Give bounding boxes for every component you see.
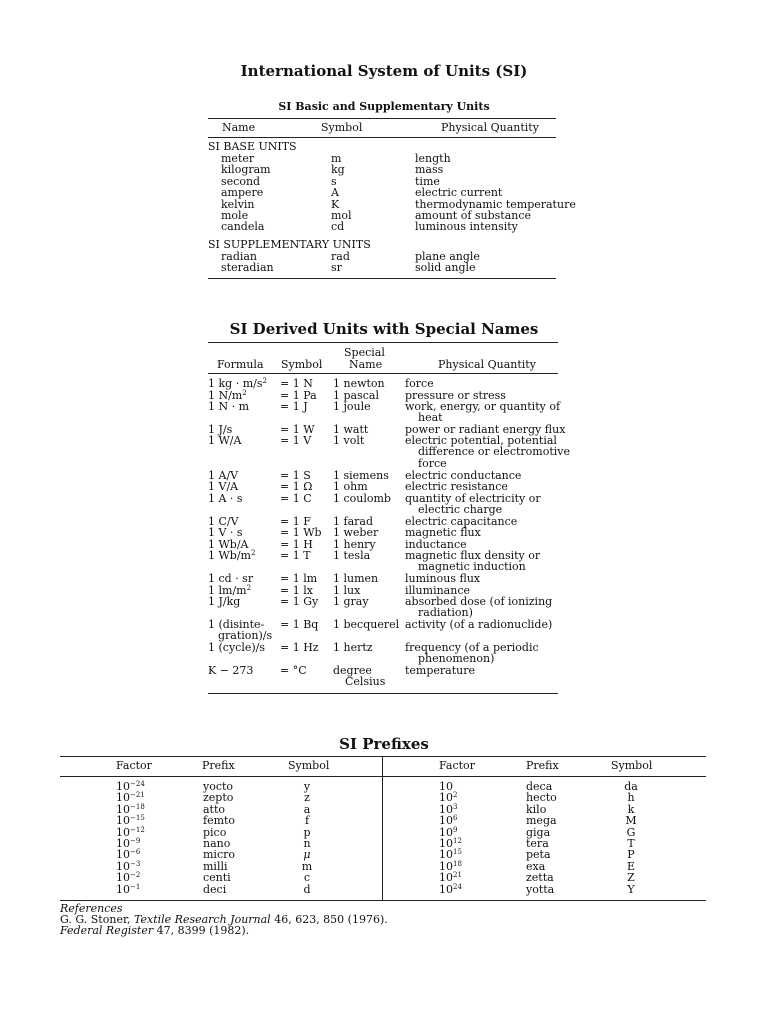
prefix-factor-small bbox=[116, 884, 140, 896]
base-unit-symbol: cd bbox=[331, 220, 345, 234]
derived-special-name: 1 volt bbox=[333, 434, 365, 447]
prefix-factor-base: 10 bbox=[439, 871, 453, 885]
supplementary-unit-quantity: solid angle bbox=[415, 261, 476, 275]
derived-formula bbox=[208, 378, 267, 390]
prefix-factor-base: 10 bbox=[439, 825, 453, 839]
base-unit-quantity: amount of substance bbox=[415, 209, 532, 222]
derived-symbol: = 1 S bbox=[280, 469, 311, 482]
base-unit-name: mole bbox=[221, 209, 249, 222]
prefix-name-large: tera bbox=[526, 837, 549, 850]
derived-physical-quantity: frequency (of a periodic bbox=[405, 641, 539, 654]
derived-special-name: 1 lumen bbox=[333, 572, 379, 585]
derived-top-rule bbox=[208, 342, 558, 343]
derived-symbol: = 1 Hz bbox=[280, 641, 319, 654]
derived-physical-quantity: quantity of electricity or bbox=[405, 492, 541, 505]
derived-formula-exponent: 2 bbox=[242, 389, 247, 397]
prefix-factor-exponent: −2 bbox=[130, 871, 141, 880]
prefix-factor-base: 10 bbox=[439, 814, 453, 828]
prefix-symbol-large: h bbox=[627, 791, 635, 805]
prefix-name-small: atto bbox=[203, 802, 226, 816]
prefix-header-symbol-right: Symbol bbox=[611, 759, 653, 772]
derived-special-name: 1 newton bbox=[333, 377, 385, 390]
prefix-factor-base: 10 bbox=[116, 825, 130, 839]
base-units-section: SI BASE UNITS bbox=[208, 140, 297, 153]
base-unit-quantity: luminous intensity bbox=[415, 220, 518, 234]
prefix-factor-base: 10 bbox=[116, 791, 130, 805]
derived-formula-text: 1 cd · sr bbox=[208, 572, 254, 585]
basic-header-symbol: Symbol bbox=[321, 121, 363, 134]
prefix-symbol-small: y bbox=[303, 780, 311, 793]
base-unit-quantity: mass bbox=[415, 163, 444, 177]
prefix-name-large: peta bbox=[526, 848, 551, 862]
derived-special-name: 1 gray bbox=[333, 595, 369, 608]
prefix-factor-base: 10 bbox=[116, 814, 130, 828]
prefix-factor-base: 10 bbox=[116, 859, 130, 873]
prefix-factor-base: 10 bbox=[116, 837, 130, 850]
prefix-header-prefix-right: Prefix bbox=[526, 759, 559, 772]
derived-formula bbox=[208, 435, 241, 447]
prefix-factor-exponent: −6 bbox=[130, 848, 141, 857]
prefix-factor-exponent: 15 bbox=[453, 848, 462, 857]
derived-formula bbox=[208, 550, 255, 562]
derived-special-name: 1 tesla bbox=[333, 549, 371, 562]
prefix-name-large: kilo bbox=[526, 802, 547, 816]
prefixes-header-rule bbox=[60, 776, 706, 777]
prefix-symbol-small: m bbox=[301, 859, 313, 873]
prefix-factor-base: 10 bbox=[439, 791, 453, 805]
derived-formula-text: 1 lm/m bbox=[208, 584, 247, 597]
derived-special-name: 1 hertz bbox=[333, 641, 373, 654]
prefix-name-small: pico bbox=[203, 825, 227, 839]
prefixes-title: SI Prefixes bbox=[339, 735, 429, 753]
derived-formula-text: 1 W/A bbox=[208, 434, 242, 447]
prefix-symbol-small: z bbox=[304, 791, 310, 805]
supplementary-unit-symbol: sr bbox=[331, 261, 342, 275]
derived-physical-quantity: magnetic induction bbox=[418, 560, 526, 574]
prefix-factor-exponent: −18 bbox=[130, 802, 145, 811]
prefix-factor-exponent: −3 bbox=[130, 859, 141, 868]
derived-physical-quantity: radiation) bbox=[418, 606, 473, 620]
derived-formula bbox=[208, 493, 243, 505]
prefix-factor-exponent: 18 bbox=[453, 859, 462, 868]
derived-symbol: = °C bbox=[280, 664, 307, 677]
prefix-factor-base: 10 bbox=[116, 848, 130, 862]
prefix-header-factor-left: Factor bbox=[116, 759, 152, 772]
prefix-factor-exponent: −21 bbox=[130, 791, 145, 800]
basic-units-caption: SI Basic and Supplementary Units bbox=[278, 100, 490, 113]
prefix-name-large: yotta bbox=[526, 882, 555, 896]
prefix-factor-base: 10 bbox=[439, 859, 453, 873]
prefix-symbol-small: d bbox=[303, 882, 311, 896]
prefix-symbol-small: c bbox=[303, 871, 311, 885]
basic-header-name: Name bbox=[222, 121, 256, 134]
basic-bottom-rule bbox=[208, 278, 556, 279]
base-unit-name: kelvin bbox=[221, 197, 255, 211]
prefix-name-small: micro bbox=[203, 848, 235, 862]
derived-special-name: 1 becquerel bbox=[333, 618, 400, 631]
prefixes-divider bbox=[382, 756, 383, 900]
basic-top-rule bbox=[208, 118, 556, 119]
supplementary-units-section: SI SUPPLEMENTARY UNITS bbox=[208, 238, 371, 251]
prefix-name-small: milli bbox=[203, 859, 228, 873]
derived-formula-text: 1 A · s bbox=[208, 492, 243, 505]
derived-header-special-1: Special bbox=[344, 346, 385, 359]
derived-special-name: 1 coulomb bbox=[333, 492, 391, 505]
derived-formula bbox=[208, 642, 265, 654]
base-unit-symbol: m bbox=[331, 152, 342, 165]
reference-2-journal: Federal Register bbox=[60, 924, 154, 937]
derived-symbol: = 1 T bbox=[280, 549, 311, 562]
supplementary-unit-name: steradian bbox=[221, 261, 274, 275]
derived-physical-quantity: force bbox=[418, 456, 447, 470]
derived-physical-quantity: heat bbox=[418, 411, 443, 425]
prefix-factor-base: 10 bbox=[116, 871, 130, 885]
derived-formula-text: 1 N/m bbox=[208, 389, 243, 402]
prefix-factor-exponent: 6 bbox=[453, 814, 458, 823]
derived-symbol: = 1 W bbox=[280, 423, 315, 436]
prefix-name-large: hecto bbox=[526, 791, 557, 805]
derived-physical-quantity: electric resistance bbox=[405, 480, 508, 493]
prefix-symbol-small: a bbox=[303, 802, 311, 816]
prefix-name-large: zetta bbox=[526, 871, 554, 885]
reference-1-author: G. G. Stoner, bbox=[60, 913, 131, 926]
prefix-factor-exponent: 24 bbox=[453, 882, 462, 891]
prefix-name-small: centi bbox=[203, 871, 231, 885]
derived-special-name: 1 lux bbox=[333, 584, 361, 597]
prefix-factor-exponent: 12 bbox=[453, 837, 462, 845]
basic-header-quantity: Physical Quantity bbox=[441, 121, 539, 134]
derived-symbol: = 1 lm bbox=[280, 572, 318, 585]
derived-special-name: 1 weber bbox=[333, 526, 379, 539]
supplementary-unit-name: radian bbox=[221, 250, 258, 263]
derived-special-name: 1 watt bbox=[333, 423, 369, 436]
derived-special-name: 1 ohm bbox=[333, 480, 368, 493]
derived-header-formula: Formula bbox=[217, 358, 264, 371]
derived-special-name: 1 pascal bbox=[333, 389, 379, 402]
derived-symbol: = 1 H bbox=[280, 538, 313, 551]
derived-units-title: SI Derived Units with Special Names bbox=[229, 320, 539, 338]
prefix-factor-base: 10 bbox=[439, 802, 453, 816]
derived-bottom-rule bbox=[208, 693, 558, 694]
derived-physical-quantity: electric capacitance bbox=[405, 515, 518, 528]
reference-1-journal: Textile Research Journal bbox=[134, 913, 271, 926]
base-unit-name: second bbox=[221, 174, 261, 188]
prefix-name-large: exa bbox=[526, 859, 546, 873]
derived-formula-text: 1 Wb/A bbox=[208, 538, 249, 551]
reference-2-details: 47, 8399 (1982). bbox=[156, 924, 250, 937]
derived-physical-quantity: pressure or stress bbox=[405, 389, 506, 402]
derived-formula-text: 1 Wb/m bbox=[208, 549, 251, 562]
prefix-name-small: femto bbox=[203, 814, 236, 828]
base-unit-quantity: length bbox=[415, 152, 451, 165]
derived-special-name: degree bbox=[333, 664, 372, 677]
page-title: International System of Units (SI) bbox=[240, 62, 528, 80]
reference-1-details: 46, 623, 850 (1976). bbox=[274, 913, 388, 926]
derived-formula bbox=[208, 481, 238, 493]
derived-symbol: = 1 Gy bbox=[280, 595, 319, 608]
derived-formula-text: 1 J/kg bbox=[208, 595, 241, 608]
base-unit-quantity: thermodynamic temperature bbox=[415, 197, 576, 211]
derived-physical-quantity: electric charge bbox=[418, 503, 503, 517]
derived-physical-quantity: magnetic flux density or bbox=[405, 549, 541, 562]
derived-physical-quantity: magnetic flux bbox=[405, 526, 481, 539]
derived-header-rule bbox=[208, 373, 558, 374]
derived-symbol: = 1 Bq bbox=[280, 618, 319, 631]
derived-physical-quantity: absorbed dose (of ionizing bbox=[405, 595, 553, 608]
prefix-symbol-large: Z bbox=[627, 871, 635, 885]
base-unit-quantity: electric current bbox=[415, 186, 503, 200]
derived-symbol: = 1 V bbox=[280, 434, 312, 447]
derived-physical-quantity: inductance bbox=[405, 538, 467, 551]
prefix-factor-base: 10 bbox=[116, 780, 130, 793]
basic-header-rule bbox=[208, 137, 556, 138]
prefix-symbol-large: M bbox=[625, 814, 637, 828]
base-unit-symbol: kg bbox=[331, 163, 345, 177]
derived-physical-quantity: work, energy, or quantity of bbox=[405, 400, 561, 413]
derived-formula-exponent: 2 bbox=[246, 584, 252, 592]
derived-header-quantity: Physical Quantity bbox=[438, 358, 536, 371]
derived-symbol: = 1 lx bbox=[280, 584, 313, 597]
prefix-symbol-large: E bbox=[626, 859, 636, 873]
prefix-name-large: giga bbox=[526, 825, 551, 839]
prefix-symbol-small: μ bbox=[303, 848, 311, 862]
derived-formula: 1 (disinte- bbox=[208, 618, 265, 631]
base-unit-symbol: K bbox=[331, 197, 340, 211]
prefix-header-prefix-left: Prefix bbox=[202, 759, 235, 772]
prefix-symbol-small: p bbox=[303, 825, 311, 839]
prefix-factor-large bbox=[439, 884, 462, 896]
derived-formula-text: 1 C/V bbox=[208, 515, 239, 528]
prefix-factor-exponent: −24 bbox=[130, 780, 145, 788]
prefix-symbol-large: Y bbox=[627, 882, 635, 896]
prefix-name-small: yocto bbox=[203, 780, 234, 793]
prefix-symbol-large: da bbox=[624, 780, 638, 793]
derived-special-name: 1 farad bbox=[333, 515, 373, 528]
derived-formula bbox=[208, 527, 243, 539]
supplementary-unit-symbol: rad bbox=[331, 250, 350, 263]
derived-symbol: = 1 C bbox=[280, 492, 312, 505]
derived-symbol: = 1 Wb bbox=[280, 526, 322, 539]
derived-formula-text: 1 (cycle)/s bbox=[208, 641, 265, 654]
derived-formula-text: 1 J/s bbox=[208, 423, 233, 436]
prefix-name-small: nano bbox=[203, 837, 231, 850]
prefix-name-large: mega bbox=[526, 814, 557, 828]
prefix-symbol-small: n bbox=[303, 837, 311, 850]
prefix-symbol-large: G bbox=[626, 825, 636, 839]
derived-symbol: = 1 Ω bbox=[280, 480, 313, 493]
derived-formula-exponent: 2 bbox=[250, 549, 256, 557]
reference-2 bbox=[60, 925, 249, 937]
derived-formula-text: 1 N · m bbox=[208, 400, 250, 413]
derived-formula bbox=[208, 596, 240, 608]
prefix-header-symbol-left: Symbol bbox=[288, 759, 330, 772]
prefix-factor-base: 10 bbox=[439, 837, 453, 850]
derived-symbol: = 1 F bbox=[280, 515, 311, 528]
prefixes-bottom-rule bbox=[60, 900, 706, 901]
prefix-factor-exponent: −15 bbox=[130, 814, 145, 823]
prefix-factor-base: 10 bbox=[116, 802, 130, 816]
base-unit-symbol: mol bbox=[331, 209, 352, 222]
base-unit-name: candela bbox=[221, 220, 265, 234]
prefix-factor-base: 10 bbox=[439, 882, 453, 896]
derived-physical-quantity: power or radiant energy flux bbox=[405, 423, 566, 436]
derived-physical-quantity: difference or electromotive bbox=[418, 445, 570, 459]
derived-formula bbox=[208, 401, 249, 413]
derived-special-name: 1 henry bbox=[333, 538, 376, 551]
prefix-name-large: deca bbox=[526, 780, 553, 793]
prefix-symbol-large: P bbox=[627, 848, 635, 862]
derived-symbol: = 1 J bbox=[280, 400, 308, 413]
derived-formula-text: 1 V/A bbox=[208, 480, 239, 493]
prefix-symbol-small: f bbox=[304, 814, 310, 828]
derived-formula-text: 1 A/V bbox=[208, 469, 239, 482]
base-unit-symbol: s bbox=[331, 174, 337, 188]
supplementary-unit-quantity: plane angle bbox=[415, 250, 480, 263]
base-unit-symbol: A bbox=[331, 186, 339, 200]
prefix-name-small: deci bbox=[203, 882, 227, 896]
derived-formula bbox=[208, 665, 253, 677]
derived-special-name: 1 siemens bbox=[333, 469, 389, 482]
prefix-factor-exponent: 21 bbox=[453, 871, 462, 880]
derived-physical-quantity: illuminance bbox=[405, 584, 470, 597]
prefix-factor-base: 10 bbox=[439, 780, 453, 793]
derived-header-special-2: Name bbox=[349, 358, 383, 371]
prefix-factor-exponent: 9 bbox=[453, 825, 458, 834]
derived-formula-text: 1 kg · m/s bbox=[208, 377, 263, 390]
derived-formula: gration)/s bbox=[218, 629, 273, 643]
prefixes-top-rule bbox=[60, 756, 706, 757]
base-unit-name: ampere bbox=[221, 186, 264, 200]
derived-formula bbox=[208, 573, 253, 585]
prefix-factor-base: 10 bbox=[116, 882, 130, 896]
prefix-factor-exponent: −1 bbox=[130, 882, 141, 891]
derived-physical-quantity: activity (of a radionuclide) bbox=[405, 618, 553, 631]
base-unit-name: kilogram bbox=[221, 163, 271, 177]
derived-header-symbol: Symbol bbox=[281, 358, 323, 371]
prefix-factor-exponent: 3 bbox=[453, 802, 458, 811]
prefix-factor-exponent: 2 bbox=[453, 791, 458, 800]
derived-physical-quantity: temperature bbox=[405, 664, 476, 677]
prefix-name-small: zepto bbox=[203, 791, 234, 805]
prefix-factor-exponent: −12 bbox=[130, 825, 145, 834]
base-unit-name: meter bbox=[221, 152, 255, 165]
derived-special-name: Celsius bbox=[345, 675, 386, 689]
references-heading: References bbox=[60, 902, 123, 915]
derived-formula-exponent: 2 bbox=[262, 377, 267, 385]
prefix-symbol-large: k bbox=[627, 802, 635, 816]
derived-physical-quantity: force bbox=[405, 377, 434, 390]
derived-formula-text: K − 273 bbox=[208, 664, 254, 677]
derived-physical-quantity: electric conductance bbox=[405, 469, 522, 482]
prefix-factor-base: 10 bbox=[439, 848, 453, 862]
derived-formula-text: 1 V · s bbox=[208, 526, 243, 539]
derived-physical-quantity: phenomenon) bbox=[418, 652, 495, 666]
derived-physical-quantity: luminous flux bbox=[405, 572, 481, 585]
base-unit-quantity: time bbox=[415, 174, 440, 188]
derived-symbol: = 1 N bbox=[280, 377, 313, 390]
derived-symbol: = 1 Pa bbox=[280, 389, 317, 402]
derived-physical-quantity: electric potential, potential bbox=[405, 434, 557, 447]
prefix-header-factor-right: Factor bbox=[439, 759, 475, 772]
prefix-factor-exponent: −9 bbox=[130, 837, 141, 845]
prefix-symbol-large: T bbox=[627, 837, 635, 850]
derived-special-name: 1 joule bbox=[333, 400, 371, 413]
